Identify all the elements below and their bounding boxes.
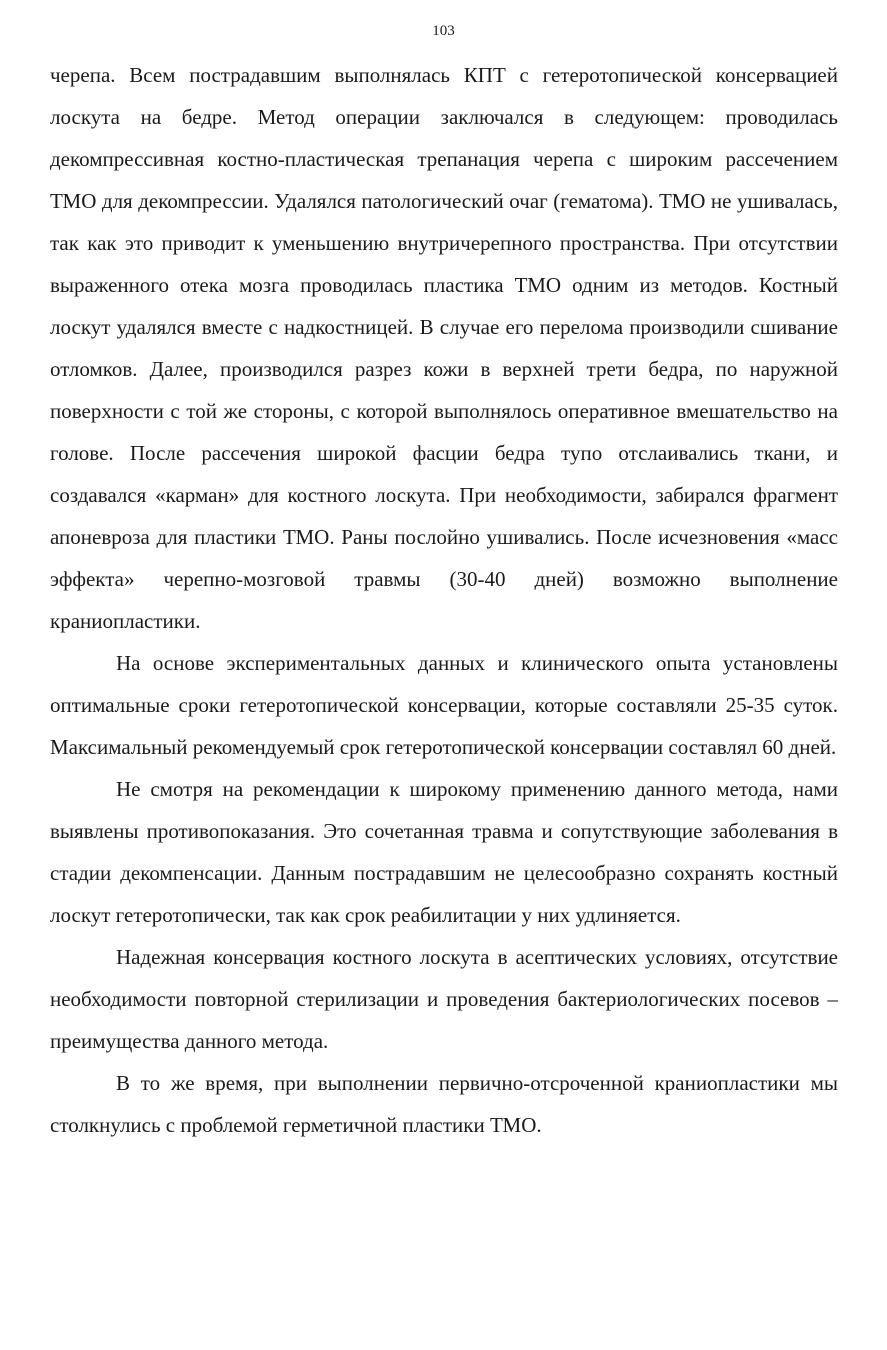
paragraph-advantages: Надежная консервация костного лоскута в асептических условиях, отсутствие необходимости повторной стерилизации и проведения бактериологических посевов – преимущества данного метода. (50, 945, 838, 1053)
paragraph-problem: В то же время, при выполнении первично-отсроченной краниопластики мы столкнулись с проблемой герметичной пластики ТМО. (50, 1071, 838, 1137)
paragraph-contraindications: Не смотря на рекомендации к широкому применению данного метода, нами выявлены противопоказания. Это сочетанная травма и сопутствующие заболевания в стадии декомпенсации. Данным пострадавшим не целесообразно сохранять костный лоскут гетеротопически, так как срок реабилитации у них удлиняется. (50, 777, 838, 927)
page-number: 103 (432, 23, 455, 39)
paragraph-conservation-terms: На основе экспериментальных данных и клинического опыта установлены оптимальные сроки гетеротопической консервации, которые составляли 25-35 суток. Максимальный рекомендуемый срок гетеротопической консервации составлял 60 дней. (50, 651, 838, 759)
paragraph-continuation: черепа. Всем пострадавшим выполнялась КПТ с гетеротопической консервацией лоскута на бедре. Метод операции заключался в следующем: проводилась декомпрессивная костно-пластическая трепанация черепа с широким рассечением ТМО для декомпрессии. Удалялся патологический очаг (гематома). ТМО не ушивалась, так как это приводит к уменьшению внутричерепного пространства. При отсутствии выраженного отека мозга проводилась пластика ТМО одним из методов. Костный лоскут удалялся вместе с надкостницей. В случае его перелома производили сшивание отломков. Далее, производился разрез кожи в верхней трети бедра, по наружной поверхности с той же стороны, с которой выполнялось оперативное вмешательство на голове. После рассечения широкой фасции бедра тупо отслаивались ткани, и создавался «карман» для костного лоскута. При необходимости, забирался фрагмент апоневроза для пластики ТМО. Раны послойно ушивались. После исчезновения «масс эффекта» черепно-мозговой травмы (30-40 дней) возможно выполнение краниопластики. (50, 63, 838, 633)
body-text (50, 54, 838, 1146)
